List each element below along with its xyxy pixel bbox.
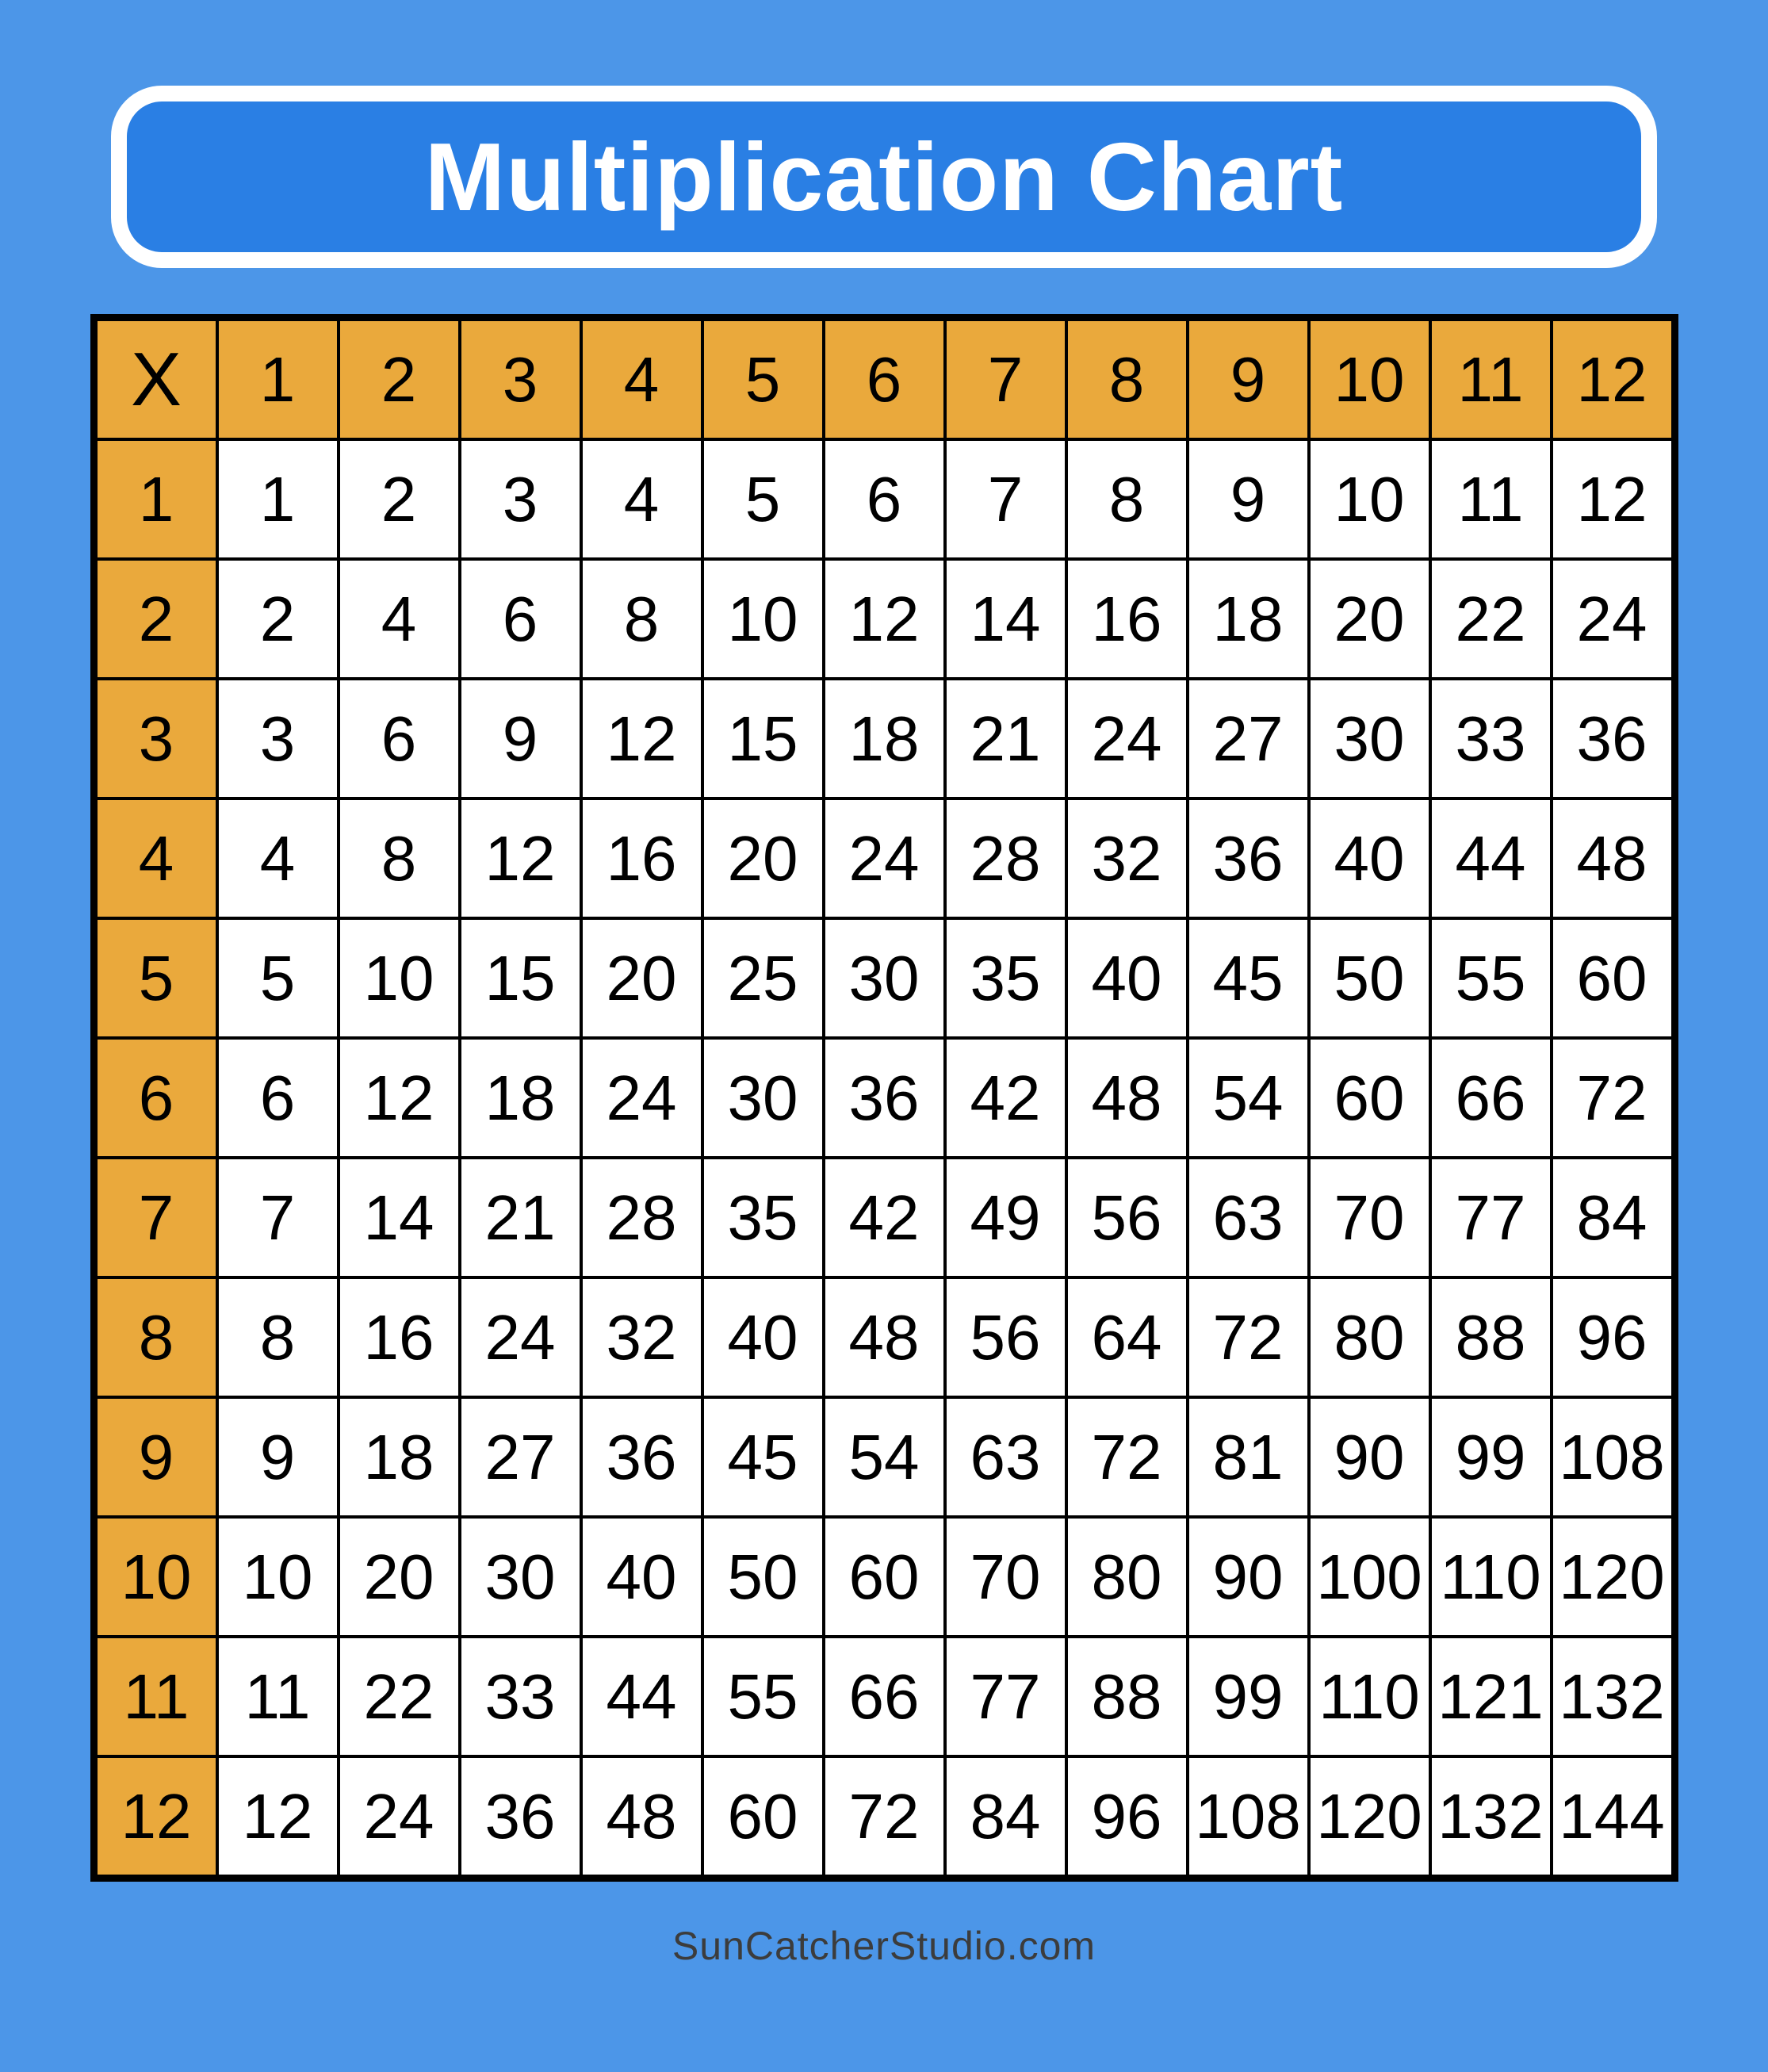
product-cell-4x5: 20 [702,799,824,918]
column-header-3: 3 [460,318,581,440]
product-cell-6x12: 72 [1552,1038,1675,1158]
product-cell-6x8: 48 [1066,1038,1188,1158]
product-cell-1x4: 4 [581,439,702,559]
product-cell-4x11: 44 [1430,799,1552,918]
product-cell-5x5: 25 [702,918,824,1038]
product-cell-12x11: 132 [1430,1756,1552,1879]
product-cell-7x12: 84 [1552,1158,1675,1277]
table-row [94,559,1674,679]
product-cell-1x2: 2 [339,439,460,559]
product-cell-8x10: 80 [1309,1277,1430,1397]
product-cell-7x3: 21 [460,1158,581,1277]
product-cell-3x11: 33 [1430,679,1552,799]
column-header-9: 9 [1188,318,1309,440]
product-cell-8x2: 16 [339,1277,460,1397]
table-body [94,439,1674,1879]
product-cell-10x11: 110 [1430,1517,1552,1637]
table-header [94,318,1674,440]
product-cell-1x1: 1 [217,439,339,559]
product-cell-12x3: 36 [460,1756,581,1879]
row-header-6: 6 [94,1038,217,1158]
product-cell-5x11: 55 [1430,918,1552,1038]
product-cell-1x9: 9 [1188,439,1309,559]
product-cell-8x1: 8 [217,1277,339,1397]
table-row [94,1158,1674,1277]
product-cell-5x9: 45 [1188,918,1309,1038]
product-cell-11x8: 88 [1066,1637,1188,1756]
product-cell-7x5: 35 [702,1158,824,1277]
table-row [94,1756,1674,1879]
title-banner [111,86,1657,268]
table-row [94,918,1674,1038]
product-cell-2x12: 24 [1552,559,1675,679]
row-header-11: 11 [94,1637,217,1756]
product-cell-2x4: 8 [581,559,702,679]
product-cell-4x9: 36 [1188,799,1309,918]
product-cell-10x1: 10 [217,1517,339,1637]
product-cell-7x8: 56 [1066,1158,1188,1277]
table-row [94,1637,1674,1756]
product-cell-5x7: 35 [945,918,1066,1038]
product-cell-11x5: 55 [702,1637,824,1756]
product-cell-6x4: 24 [581,1038,702,1158]
row-header-5: 5 [94,918,217,1038]
product-cell-12x1: 12 [217,1756,339,1879]
product-cell-11x3: 33 [460,1637,581,1756]
product-cell-11x10: 110 [1309,1637,1430,1756]
product-cell-7x10: 70 [1309,1158,1430,1277]
product-cell-2x10: 20 [1309,559,1430,679]
header-row [94,318,1674,440]
product-cell-2x9: 18 [1188,559,1309,679]
product-cell-11x2: 22 [339,1637,460,1756]
column-header-4: 4 [581,318,702,440]
product-cell-9x7: 63 [945,1397,1066,1517]
product-cell-2x8: 16 [1066,559,1188,679]
product-cell-10x9: 90 [1188,1517,1309,1637]
product-cell-6x3: 18 [460,1038,581,1158]
product-cell-4x10: 40 [1309,799,1430,918]
product-cell-5x2: 10 [339,918,460,1038]
column-header-7: 7 [945,318,1066,440]
table-row [94,439,1674,559]
column-header-2: 2 [339,318,460,440]
product-cell-3x3: 9 [460,679,581,799]
product-cell-12x9: 108 [1188,1756,1309,1879]
product-cell-8x4: 32 [581,1277,702,1397]
product-cell-8x6: 48 [824,1277,945,1397]
product-cell-5x10: 50 [1309,918,1430,1038]
multiplication-table [90,314,1678,1882]
product-cell-11x12: 132 [1552,1637,1675,1756]
product-cell-1x11: 11 [1430,439,1552,559]
product-cell-4x2: 8 [339,799,460,918]
column-header-10: 10 [1309,318,1430,440]
product-cell-9x1: 9 [217,1397,339,1517]
product-cell-6x9: 54 [1188,1038,1309,1158]
product-cell-3x8: 24 [1066,679,1188,799]
product-cell-11x9: 99 [1188,1637,1309,1756]
product-cell-1x7: 7 [945,439,1066,559]
product-cell-4x8: 32 [1066,799,1188,918]
product-cell-2x2: 4 [339,559,460,679]
product-cell-12x8: 96 [1066,1756,1188,1879]
product-cell-8x3: 24 [460,1277,581,1397]
product-cell-7x7: 49 [945,1158,1066,1277]
product-cell-8x12: 96 [1552,1277,1675,1397]
product-cell-8x5: 40 [702,1277,824,1397]
product-cell-1x12: 12 [1552,439,1675,559]
column-header-5: 5 [702,318,824,440]
product-cell-1x3: 3 [460,439,581,559]
page [0,86,1768,1969]
product-cell-12x7: 84 [945,1756,1066,1879]
column-header-6: 6 [824,318,945,440]
product-cell-1x5: 5 [702,439,824,559]
product-cell-10x8: 80 [1066,1517,1188,1637]
table-row [94,1038,1674,1158]
product-cell-6x11: 66 [1430,1038,1552,1158]
product-cell-10x2: 20 [339,1517,460,1637]
product-cell-4x7: 28 [945,799,1066,918]
product-cell-7x4: 28 [581,1158,702,1277]
product-cell-3x9: 27 [1188,679,1309,799]
table-row [94,1517,1674,1637]
row-header-2: 2 [94,559,217,679]
row-header-8: 8 [94,1277,217,1397]
product-cell-1x6: 6 [824,439,945,559]
product-cell-12x12: 144 [1552,1756,1675,1879]
product-cell-1x10: 10 [1309,439,1430,559]
product-cell-10x4: 40 [581,1517,702,1637]
product-cell-5x6: 30 [824,918,945,1038]
product-cell-6x5: 30 [702,1038,824,1158]
table-row [94,1277,1674,1397]
product-cell-5x3: 15 [460,918,581,1038]
column-header-8: 8 [1066,318,1188,440]
row-header-3: 3 [94,679,217,799]
product-cell-10x5: 50 [702,1517,824,1637]
product-cell-6x6: 36 [824,1038,945,1158]
product-cell-9x3: 27 [460,1397,581,1517]
product-cell-12x2: 24 [339,1756,460,1879]
product-cell-11x7: 77 [945,1637,1066,1756]
product-cell-10x6: 60 [824,1517,945,1637]
product-cell-12x6: 72 [824,1756,945,1879]
product-cell-2x1: 2 [217,559,339,679]
product-cell-12x5: 60 [702,1756,824,1879]
product-cell-5x1: 5 [217,918,339,1038]
product-cell-9x11: 99 [1430,1397,1552,1517]
product-cell-2x3: 6 [460,559,581,679]
product-cell-5x4: 20 [581,918,702,1038]
product-cell-10x12: 120 [1552,1517,1675,1637]
product-cell-6x1: 6 [217,1038,339,1158]
product-cell-3x10: 30 [1309,679,1430,799]
product-cell-8x11: 88 [1430,1277,1552,1397]
product-cell-8x9: 72 [1188,1277,1309,1397]
product-cell-4x12: 48 [1552,799,1675,918]
product-cell-9x6: 54 [824,1397,945,1517]
product-cell-6x2: 12 [339,1038,460,1158]
product-cell-9x5: 45 [702,1397,824,1517]
row-header-12: 12 [94,1756,217,1879]
row-header-4: 4 [94,799,217,918]
product-cell-7x6: 42 [824,1158,945,1277]
page-title: Multiplication Chart [424,123,1344,231]
product-cell-4x1: 4 [217,799,339,918]
product-cell-3x5: 15 [702,679,824,799]
product-cell-4x3: 12 [460,799,581,918]
product-cell-8x7: 56 [945,1277,1066,1397]
product-cell-8x8: 64 [1066,1277,1188,1397]
product-cell-6x10: 60 [1309,1038,1430,1158]
product-cell-11x4: 44 [581,1637,702,1756]
row-header-9: 9 [94,1397,217,1517]
product-cell-3x12: 36 [1552,679,1675,799]
product-cell-2x6: 12 [824,559,945,679]
table-row [94,1397,1674,1517]
product-cell-10x10: 100 [1309,1517,1430,1637]
product-cell-9x2: 18 [339,1397,460,1517]
product-cell-3x1: 3 [217,679,339,799]
product-cell-10x7: 70 [945,1517,1066,1637]
product-cell-6x7: 42 [945,1038,1066,1158]
product-cell-12x10: 120 [1309,1756,1430,1879]
product-cell-1x8: 8 [1066,439,1188,559]
product-cell-5x12: 60 [1552,918,1675,1038]
product-cell-4x4: 16 [581,799,702,918]
product-cell-3x2: 6 [339,679,460,799]
product-cell-11x1: 11 [217,1637,339,1756]
column-header-12: 12 [1552,318,1675,440]
product-cell-3x7: 21 [945,679,1066,799]
row-header-1: 1 [94,439,217,559]
product-cell-3x6: 18 [824,679,945,799]
product-cell-2x11: 22 [1430,559,1552,679]
column-header-1: 1 [217,318,339,440]
footer-credit: SunCatcherStudio.com [672,1924,1096,1968]
product-cell-9x12: 108 [1552,1397,1675,1517]
product-cell-4x6: 24 [824,799,945,918]
product-cell-7x2: 14 [339,1158,460,1277]
column-header-11: 11 [1430,318,1552,440]
row-header-7: 7 [94,1158,217,1277]
product-cell-2x5: 10 [702,559,824,679]
product-cell-3x4: 12 [581,679,702,799]
product-cell-12x4: 48 [581,1756,702,1879]
product-cell-2x7: 14 [945,559,1066,679]
table-row [94,799,1674,918]
product-cell-7x1: 7 [217,1158,339,1277]
corner-label: X [94,318,217,440]
product-cell-10x3: 30 [460,1517,581,1637]
product-cell-9x10: 90 [1309,1397,1430,1517]
product-cell-9x9: 81 [1188,1397,1309,1517]
product-cell-9x8: 72 [1066,1397,1188,1517]
table-row [94,679,1674,799]
product-cell-7x11: 77 [1430,1158,1552,1277]
row-header-10: 10 [94,1517,217,1637]
product-cell-11x6: 66 [824,1637,945,1756]
product-cell-9x4: 36 [581,1397,702,1517]
product-cell-7x9: 63 [1188,1158,1309,1277]
product-cell-11x11: 121 [1430,1637,1552,1756]
product-cell-5x8: 40 [1066,918,1188,1038]
